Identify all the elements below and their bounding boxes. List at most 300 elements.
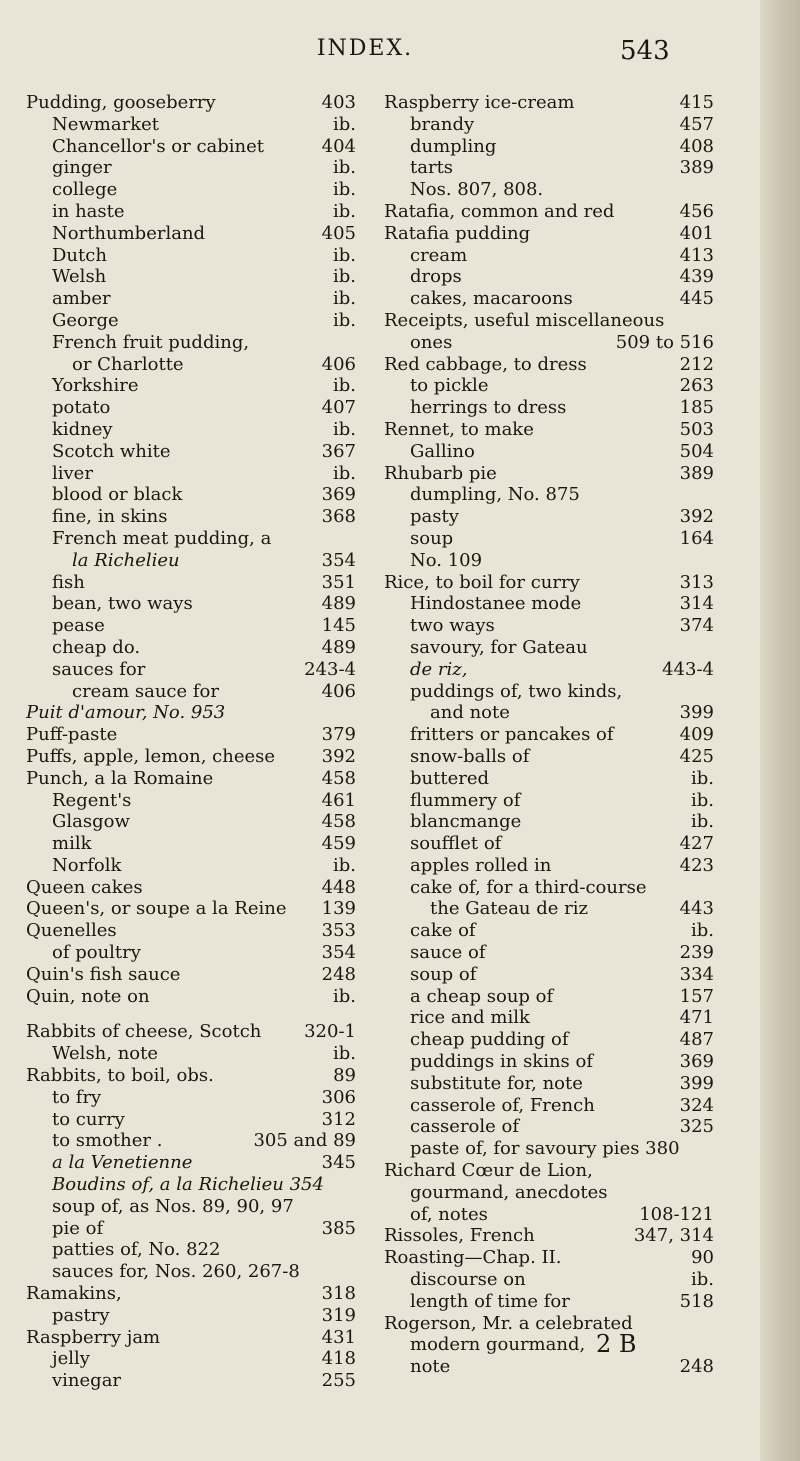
index-entry [26,1218,356,1240]
index-entry [384,179,714,201]
index-entry [26,201,356,223]
index-entry [384,1204,714,1226]
entry-page-ref: 139 [321,898,356,920]
entry-text: milk [52,833,92,855]
entry-page-ref: 325 [679,1116,714,1138]
entry-text: Punch, a la Romaine [26,767,214,789]
entry-page-ref: 305 and 89 [253,1130,356,1152]
index-entry [384,593,714,615]
index-entry [384,1160,714,1182]
index-entry [384,550,714,572]
entry-text: sauces for, Nos. 260, 267-8 [52,1261,300,1283]
index-entry [26,1109,356,1131]
entry-page-ref: ib. [690,811,714,833]
entry-text: potato [52,397,111,419]
entry-text: cheap do. [52,636,141,658]
entry-page-ref: 313 [679,571,714,593]
entry-text: cheap pudding of [410,1029,569,1051]
entry-text: Glasgow [52,811,130,833]
entry-text: jelly [52,1348,90,1370]
entry-page-ref: 314 [679,593,714,615]
entry-page-ref: ib. [332,157,356,179]
entry-page-ref: 406 [321,353,356,375]
index-entry [26,920,356,942]
entry-page-ref: 354 [321,942,356,964]
index-entry [384,1334,714,1356]
index-entry [26,463,356,485]
entry-text: or Charlotte [72,353,184,375]
entry-text: pasty [410,506,459,528]
entry-page-ref: 319 [321,1304,356,1326]
index-entry [26,1305,356,1327]
entry-page-ref: ib. [332,462,356,484]
entry-text: of, notes [410,1203,488,1225]
entry-text: Ratafia, common and red [384,200,615,222]
entry-text: Hindostanee mode [410,593,582,615]
index-entry [26,484,356,506]
index-entry [384,768,714,790]
index-entry [26,92,356,114]
index-entry [384,986,714,1008]
entry-text: Queen's, or soupe a la Reine [26,898,287,920]
entry-page-ref: 423 [679,854,714,876]
entry-text: cream sauce for [72,680,219,702]
entry-text: fritters or pancakes of [410,724,614,746]
index-entry [384,724,714,746]
entry-page-ref: 431 [321,1326,356,1348]
entry-text: tarts [410,157,454,179]
entry-page-ref: 374 [679,615,714,637]
entry-page-ref: 306 [321,1086,356,1108]
entry-text: herrings to dress [410,397,567,419]
index-entry [384,419,714,441]
index-entry [384,702,714,724]
index-entry [26,1327,356,1349]
index-entry [384,354,714,376]
index-entry [384,942,714,964]
entry-page-ref: 509 to 516 [615,331,714,353]
index-entry [26,986,356,1008]
index-entry [384,506,714,528]
entry-text: and note [430,702,510,724]
entry-text: cake of, for a third-course [410,876,647,898]
index-entry [26,1283,356,1305]
entry-page-ref: 503 [679,418,714,440]
index-entry [26,1130,356,1152]
index-entry [26,746,356,768]
index-entry [384,637,714,659]
entry-text: Gallino [410,440,475,462]
index-entry [384,266,714,288]
index-entry [26,1239,356,1261]
entry-page-ref: 145 [321,615,356,637]
entry-text: Rhubarb pie [384,462,497,484]
entry-text: Dutch [52,244,107,266]
entry-text: drops [410,266,462,288]
entry-page-ref: ib. [332,179,356,201]
index-entry [384,659,714,681]
index-entry [384,157,714,179]
entry-page-ref: 459 [321,833,356,855]
entry-text: vinegar [52,1370,122,1392]
entry-page-ref: ib. [332,1043,356,1065]
entry-text: to fry [52,1086,102,1108]
entry-text: substitute for, note [410,1072,583,1094]
index-entry [384,1051,714,1073]
index-entry [384,375,714,397]
entry-page-ref: ib. [332,200,356,222]
index-entry [26,397,356,419]
entry-text: kidney [52,418,113,440]
index-entry [384,1225,714,1247]
entry-text: flummery of [410,789,521,811]
index-entry [26,419,356,441]
entry-text: Quin, note on [26,985,150,1007]
entry-text: Rennet, to make [384,418,534,440]
index-entry [384,964,714,986]
index-entry [26,354,356,376]
entry-page-ref: 504 [679,440,714,462]
entry-page-ref: 255 [321,1370,356,1392]
entry-page-ref: 212 [679,353,714,375]
entry-text: Northumberland [52,222,206,244]
entry-page-ref: 318 [321,1283,356,1305]
entry-text: the Gateau de riz [430,898,588,920]
index-entry [384,245,714,267]
entry-page-ref: 445 [679,288,714,310]
entry-page-ref: 392 [679,506,714,528]
entry-page-ref: 489 [321,636,356,658]
entry-page-ref: 408 [679,135,714,157]
index-entry [26,768,356,790]
entry-text: puddings of, two kinds, [410,680,623,702]
entry-page-ref: ib. [690,767,714,789]
index-entry [26,528,356,550]
index-entry [26,375,356,397]
entry-text: Scotch white [52,440,171,462]
entry-text: cakes, macaroons [410,288,573,310]
index-entry [384,463,714,485]
entry-text: liver [52,462,93,484]
entry-text: blood or black [52,484,183,506]
index-entry [26,1261,356,1283]
entry-text: Roasting—Chap. II. [384,1247,562,1269]
entry-page-ref: 458 [321,811,356,833]
entry-page-ref: 448 [321,876,356,898]
entry-text: amber [52,288,111,310]
entry-text: Ratafia pudding [384,222,531,244]
entry-page-ref: ib. [690,789,714,811]
entry-text: ones [410,331,453,353]
entry-page-ref: ib. [332,266,356,288]
index-entry [26,441,356,463]
entry-page-ref: 108-121 [639,1203,714,1225]
index-entry [26,1021,356,1043]
entry-page-ref: ib. [690,920,714,942]
entry-text: Pudding, gooseberry [26,92,216,113]
index-entry [26,136,356,158]
entry-text: pease [52,615,105,637]
entry-text: college [52,179,118,201]
entry-text: gourmand, anecdotes [410,1181,608,1203]
entry-text: Puffs, apple, lemon, cheese [26,745,276,767]
entry-page-ref: 351 [321,571,356,593]
entry-text: Chancellor's or cabinet [52,135,265,157]
entry-text: Quin's fish sauce [26,963,181,985]
entry-text: Raspberry jam [26,1326,161,1348]
index-entry [384,484,714,506]
index-entry [384,572,714,594]
entry-text: blancmange [410,811,522,833]
index-entry [26,790,356,812]
entry-page-ref: 401 [679,222,714,244]
index-entry [384,1138,714,1160]
entry-text: Receipts, useful miscellaneous [384,309,665,331]
entry-page-ref: 324 [679,1094,714,1116]
entry-page-ref: 489 [321,593,356,615]
entry-text: Rice, to boil for curry [384,571,580,593]
entry-page-ref: 418 [321,1348,356,1370]
index-entry [26,310,356,332]
index-entry [26,1152,356,1174]
index-entry [384,811,714,833]
entry-text: Red cabbage, to dress [384,353,587,375]
index-entry [26,1174,356,1196]
signature-mark: 2 B [596,1330,637,1358]
entry-page-ref: 243-4 [304,658,356,680]
entry-page-ref: 354 [321,549,356,571]
index-entry [26,681,356,703]
index-entry [26,811,356,833]
index-entry [384,1182,714,1204]
entry-page-ref: 406 [321,680,356,702]
entry-text: puddings in skins of [410,1051,594,1073]
entry-text: Ramakins, [26,1283,122,1305]
entry-page-ref: 518 [679,1290,714,1312]
index-entry [384,201,714,223]
entry-page-ref: 385 [321,1217,356,1239]
entry-text: in haste [52,200,125,222]
entry-page-ref: 392 [321,745,356,767]
index-entry [26,266,356,288]
entry-text: Rogerson, Mr. a celebrated [384,1312,633,1334]
entry-text: No. 109 [410,549,483,571]
entry-text: Yorkshire [52,375,139,397]
entry-text: snow-balls of [410,745,530,767]
index-entry [26,550,356,572]
index-entry [26,833,356,855]
entry-page-ref: 367 [321,440,356,462]
index-entry [26,332,356,354]
entry-page-ref: 263 [679,375,714,397]
entry-page-ref: 345 [321,1152,356,1174]
entry-text: dumpling [410,135,497,157]
index-entry [26,702,356,724]
index-entry [384,528,714,550]
entry-page-ref: ib. [332,985,356,1007]
index-entry [384,877,714,899]
entry-page-ref: 239 [679,942,714,964]
entry-text: Boudins of, a la Richelieu 354 [52,1174,324,1196]
entry-text: la Richelieu [72,549,180,571]
entry-text: Regent's [52,789,132,811]
entry-page-ref: 399 [679,1072,714,1094]
entry-page-ref: 185 [679,397,714,419]
entry-text: ginger [52,157,112,179]
entry-text: soup of [410,963,477,985]
index-entry [384,223,714,245]
entry-text: Puit d'amour, No. 953 [26,702,226,724]
entry-text: Nos. 807, 808. [410,179,544,201]
entry-text: a cheap soup of [410,985,554,1007]
index-entry [384,92,714,114]
entry-text: fine, in skins [52,506,168,528]
index-entry [384,332,714,354]
index-column-right [384,92,714,1378]
index-entry [26,223,356,245]
entry-page-ref: 409 [679,724,714,746]
entry-text: of poultry [52,942,141,964]
page-number: 543 [620,36,670,66]
entry-page-ref: 379 [321,724,356,746]
index-entry [26,288,356,310]
entry-text: to smother . [52,1130,163,1152]
index-entry [384,136,714,158]
index-entry [26,659,356,681]
index-entry [384,1247,714,1269]
entry-page-ref: 427 [679,833,714,855]
entry-text: fish [52,571,85,593]
entry-text: pie of [52,1217,104,1239]
index-column-left [26,92,356,1392]
index-entry [26,179,356,201]
index-entry [26,898,356,920]
index-entry [384,1007,714,1029]
entry-text: soup of, as Nos. 89, 90, 97 [52,1195,294,1217]
entry-page-ref: ib. [332,418,356,440]
entry-page-ref: 443-4 [662,658,714,680]
entry-text: French meat pudding, a [52,527,272,549]
entry-text: length of time for [410,1290,570,1312]
index-entry [26,1043,356,1065]
index-entry [384,898,714,920]
index-entry [26,1348,356,1370]
entry-page-ref: 157 [679,985,714,1007]
entry-text: Newmarket [52,113,160,135]
entry-page-ref: 89 [333,1065,356,1087]
entry-page-ref: 369 [321,484,356,506]
entry-text: paste of, for savoury pies 380 [410,1138,680,1160]
entry-page-ref: 347, 314 [633,1225,714,1247]
entry-text: apples rolled in [410,854,552,876]
index-entry [384,1095,714,1117]
entry-page-ref: 413 [679,244,714,266]
index-entry [26,877,356,899]
index-entry [384,1269,714,1291]
entry-page-ref: 457 [679,113,714,135]
index-entry [26,1065,356,1087]
page-title: INDEX. [316,36,414,61]
entry-text: sauces for [52,658,146,680]
entry-text: Quenelles [26,920,117,942]
entry-page-ref: 312 [321,1108,356,1130]
entry-text: Welsh, note [52,1043,159,1065]
entry-text: dumpling, No. 875 [410,484,580,506]
entry-text: Welsh [52,266,107,288]
entry-page-ref: 456 [679,200,714,222]
index-entry [384,397,714,419]
entry-page-ref: ib. [332,854,356,876]
index-entry [26,615,356,637]
entry-text: to curry [52,1108,125,1130]
entry-page-ref: 458 [321,767,356,789]
index-entry [26,572,356,594]
index-entry [26,157,356,179]
entry-page-ref: ib. [690,1269,714,1291]
entry-text: two ways [410,615,495,637]
index-entry [384,1291,714,1313]
entry-text: savoury, for Gateau [410,636,588,658]
entry-text: buttered [410,767,490,789]
entry-page-ref: ib. [332,113,356,135]
entry-page-ref: 415 [679,92,714,113]
entry-page-ref: 90 [691,1247,714,1269]
entry-text: soufflet of [410,833,502,855]
entry-text: casserole of [410,1116,520,1138]
index-entry [384,288,714,310]
index-entry [26,245,356,267]
entry-page-ref: 407 [321,397,356,419]
section-gap [26,1007,356,1021]
entry-page-ref: ib. [332,288,356,310]
index-entry [384,615,714,637]
entry-page-ref: 389 [679,462,714,484]
index-entry [26,114,356,136]
entry-text: casserole of, French [410,1094,595,1116]
index-entry [384,833,714,855]
index-entry [26,1370,356,1392]
entry-text: to pickle [410,375,489,397]
entry-page-ref: 369 [679,1051,714,1073]
entry-text: rice and milk [410,1007,530,1029]
entry-page-ref: ib. [332,375,356,397]
entry-text: cake of [410,920,476,942]
entry-text: French fruit pudding, [52,331,250,353]
entry-text: soup [410,527,454,549]
entry-text: Rabbits, to boil, obs. [26,1065,214,1087]
entry-page-ref: 471 [679,1007,714,1029]
index-entry [384,1116,714,1138]
entry-text: Queen cakes [26,876,143,898]
index-entry [384,920,714,942]
index-entry [384,310,714,332]
index-entry [26,942,356,964]
entry-page-ref: 461 [321,789,356,811]
index-entry [384,1356,714,1378]
index-entry [384,790,714,812]
entry-page-ref: 403 [321,92,356,113]
entry-page-ref: 405 [321,222,356,244]
index-entry [26,964,356,986]
entry-page-ref: 368 [321,506,356,528]
index-entry [26,593,356,615]
entry-page-ref: 399 [679,702,714,724]
entry-text: a la Venetienne [52,1152,193,1174]
index-entry [384,441,714,463]
entry-text: Puff-paste [26,724,118,746]
index-entry [384,114,714,136]
entry-page-ref: 425 [679,745,714,767]
